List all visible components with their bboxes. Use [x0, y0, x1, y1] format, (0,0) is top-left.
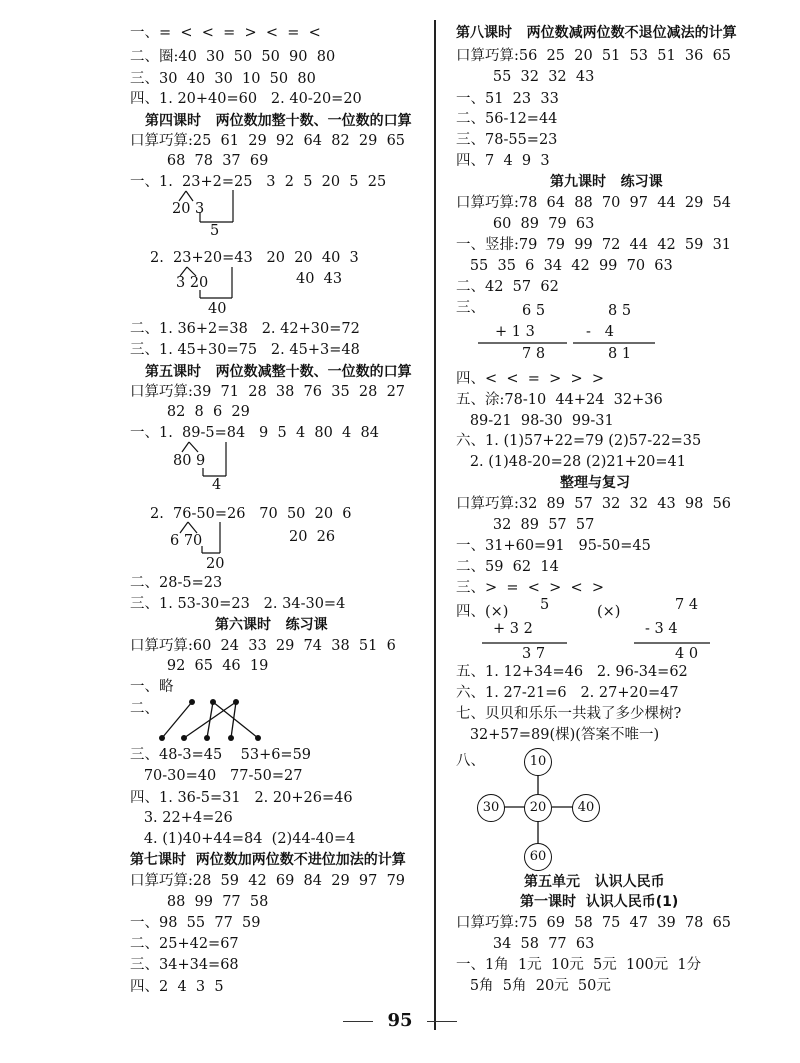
answer-line: 二、59 62 14 — [456, 559, 559, 575]
answer-line: 70-30=40 77-50=27 — [130, 768, 303, 784]
answer-line: 四、7 4 9 3 — [456, 153, 550, 169]
answer-line: 口算巧算:56 25 20 51 53 51 36 65 — [456, 48, 732, 64]
answer-line: 口算巧算:60 24 33 29 74 38 51 6 — [130, 638, 396, 654]
answer-line: 二、圈:40 30 50 50 90 80 — [130, 49, 336, 65]
answer-line: 二、1. 36+2=38 2. 42+30=72 — [130, 321, 360, 337]
answer-line: 55 35 6 34 42 99 70 63 — [456, 258, 673, 274]
answer-line: 一、1角 1元 10元 5元 100元 1分 — [456, 957, 702, 973]
answer-line: 二、42 57 62 — [456, 279, 559, 295]
split-result: 4 — [212, 477, 222, 493]
answer-line: 88 99 77 58 — [130, 894, 269, 910]
split-result: 40 — [208, 301, 227, 317]
answer-line: 口算巧算:39 71 28 38 76 35 28 27 — [130, 384, 406, 400]
vertical-result: 4 0 — [675, 646, 699, 662]
answer-line: 六、1. 27-21=6 2. 27+20=47 — [456, 685, 679, 701]
answer-line: 2. 23+20=43 20 20 40 3 — [150, 250, 359, 266]
answer-line: 三、1. 45+30=75 2. 45+3=48 — [130, 342, 360, 358]
answer-line: 口算巧算:78 64 88 70 97 44 29 54 — [456, 195, 732, 211]
answer-line: 四、1. 20+40=60 2. 40-20=20 — [130, 91, 362, 107]
section-heading: 第一课时 认识人民币(1) — [520, 894, 679, 910]
vertical-operand: + 1 3 — [495, 324, 535, 340]
answer-line: 32 89 57 57 — [456, 517, 595, 533]
page-number-text: 95 — [387, 1010, 413, 1031]
answer-line: 口算巧算:28 59 42 69 84 29 97 79 — [130, 873, 406, 889]
section-heading: 第五课时 两位数减整十数、一位数的口算 — [145, 364, 412, 380]
circle-center: 20 — [524, 794, 552, 822]
vertical-operand: - 4 — [586, 324, 614, 340]
answer-line: 5角 5角 20元 50元 — [456, 978, 611, 994]
answer-line: 口算巧算:75 69 58 75 47 39 78 65 — [456, 915, 732, 931]
split-result: 5 — [210, 223, 220, 239]
section-heading: 第九课时 练习课 — [550, 174, 663, 190]
answer-line: 一、31+60=91 95-50=45 — [456, 538, 651, 554]
section-heading: 第五单元 认识人民币 — [524, 874, 665, 890]
answer-line: 34 58 77 63 — [456, 936, 595, 952]
circle-left: 30 — [477, 794, 505, 822]
answer-line: 一、51 23 33 — [456, 91, 559, 107]
split-parts: 80 9 — [173, 453, 206, 469]
answer-line: 一、98 55 77 59 — [130, 915, 261, 931]
vertical-operand: + 3 2 — [493, 621, 533, 637]
answer-line: 二、 — [130, 701, 159, 717]
split-parts: 20 3 — [172, 201, 205, 217]
answer-line: 三、78-55=23 — [456, 132, 558, 148]
split-parts: 6 70 — [170, 533, 203, 549]
answer-line: 二、25+42=67 — [130, 936, 239, 952]
answer-line: 89-21 98-30 99-31 — [456, 413, 614, 429]
answer-line: 68 78 37 69 — [130, 153, 269, 169]
answer-line: 口算巧算:32 89 57 32 32 43 98 56 — [456, 496, 732, 512]
circle-top: 10 — [524, 748, 552, 776]
answer-line: 2. (1)48-20=28 (2)21+20=41 — [456, 454, 687, 470]
vertical-top: 6 5 — [522, 303, 546, 319]
section-heading: 第六课时 练习课 — [215, 617, 328, 633]
answer-line: 55 32 32 43 — [456, 69, 595, 85]
answer-line: 3. 22+4=26 — [130, 810, 233, 826]
answer-line: 三、> = < > < > — [456, 580, 604, 596]
answer-line: 口算巧算:25 61 29 92 64 82 29 65 — [130, 133, 406, 149]
answer-line: 一、1. 23+2=25 3 2 5 20 5 25 — [130, 174, 387, 190]
answer-line: 82 8 6 29 — [130, 404, 250, 420]
vertical-top: 7 4 — [675, 597, 699, 613]
answer-line: 四、(×) — [456, 604, 509, 620]
answer-line: 一、竖排:79 79 99 72 44 42 59 31 — [456, 237, 732, 253]
answer-line: 60 89 79 63 — [456, 216, 595, 232]
answer-line: (×) — [597, 604, 621, 620]
answer-line: 二、28-5=23 — [130, 575, 223, 591]
answer-line: 四、1. 36-5=31 2. 20+26=46 — [130, 790, 353, 806]
answer-line: 三、 — [456, 300, 485, 316]
split-result: 20 — [206, 556, 225, 572]
answer-line: 三、1. 53-30=23 2. 34-30=4 — [130, 596, 346, 612]
answer-line: 20 26 — [289, 529, 336, 545]
answer-line: 4. (1)40+44=84 (2)44-40=4 — [130, 831, 356, 847]
answer-line: 五、1. 12+34=46 2. 96-34=62 — [456, 664, 688, 680]
section-heading: 第四课时 两位数加整十数、一位数的口算 — [145, 113, 412, 129]
answer-line: 三、30 40 30 10 50 80 — [130, 71, 316, 87]
answer-line: 七、贝贝和乐乐一共栽了多少棵树? — [456, 706, 682, 722]
answer-line: 六、1. (1)57+22=79 (2)57-22=35 — [456, 433, 702, 449]
answer-line: 二、56-12=44 — [456, 111, 558, 127]
answer-line: 四、< < = > > > — [456, 371, 604, 387]
section-heading: 整理与复习 — [560, 475, 630, 491]
page-number — [0, 1010, 800, 1031]
circle-bottom: 60 — [524, 843, 552, 871]
circle-right: 40 — [572, 794, 600, 822]
answer-line: 40 43 — [296, 271, 343, 287]
vertical-operand: - 3 4 — [645, 621, 678, 637]
vertical-result: 3 7 — [522, 646, 546, 662]
answer-line: 92 65 46 19 — [130, 658, 269, 674]
section-heading: 第七课时 两位数加两位数不进位加法的计算 — [130, 852, 406, 868]
answer-line: 八、 — [456, 753, 485, 769]
vertical-top: 8 5 — [608, 303, 632, 319]
answer-line: 五、涂:78-10 44+24 32+36 — [456, 392, 663, 408]
vertical-result: 7 8 — [522, 346, 546, 362]
section-heading: 第八课时 两位数减两位数不退位减法的计算 — [456, 25, 737, 41]
answer-line: 一、略 — [130, 679, 174, 695]
answer-line: 三、34+34=68 — [130, 957, 239, 973]
answer-line: 一、1. 89-5=84 9 5 4 80 4 84 — [130, 425, 379, 441]
split-parts: 3 20 — [176, 275, 209, 291]
answer-line: 三、48-3=45 53+6=59 — [130, 747, 312, 763]
answer-line: 32+57=89(棵)(答案不唯一) — [456, 727, 660, 743]
answer-line: 2. 76-50=26 70 50 20 6 — [150, 506, 352, 522]
answer-line: 一、= < < = > < = < — [130, 25, 321, 41]
vertical-result: 8 1 — [608, 346, 632, 362]
answer-line: 四、2 4 3 5 — [130, 979, 224, 995]
vertical-top: 5 — [540, 597, 550, 613]
